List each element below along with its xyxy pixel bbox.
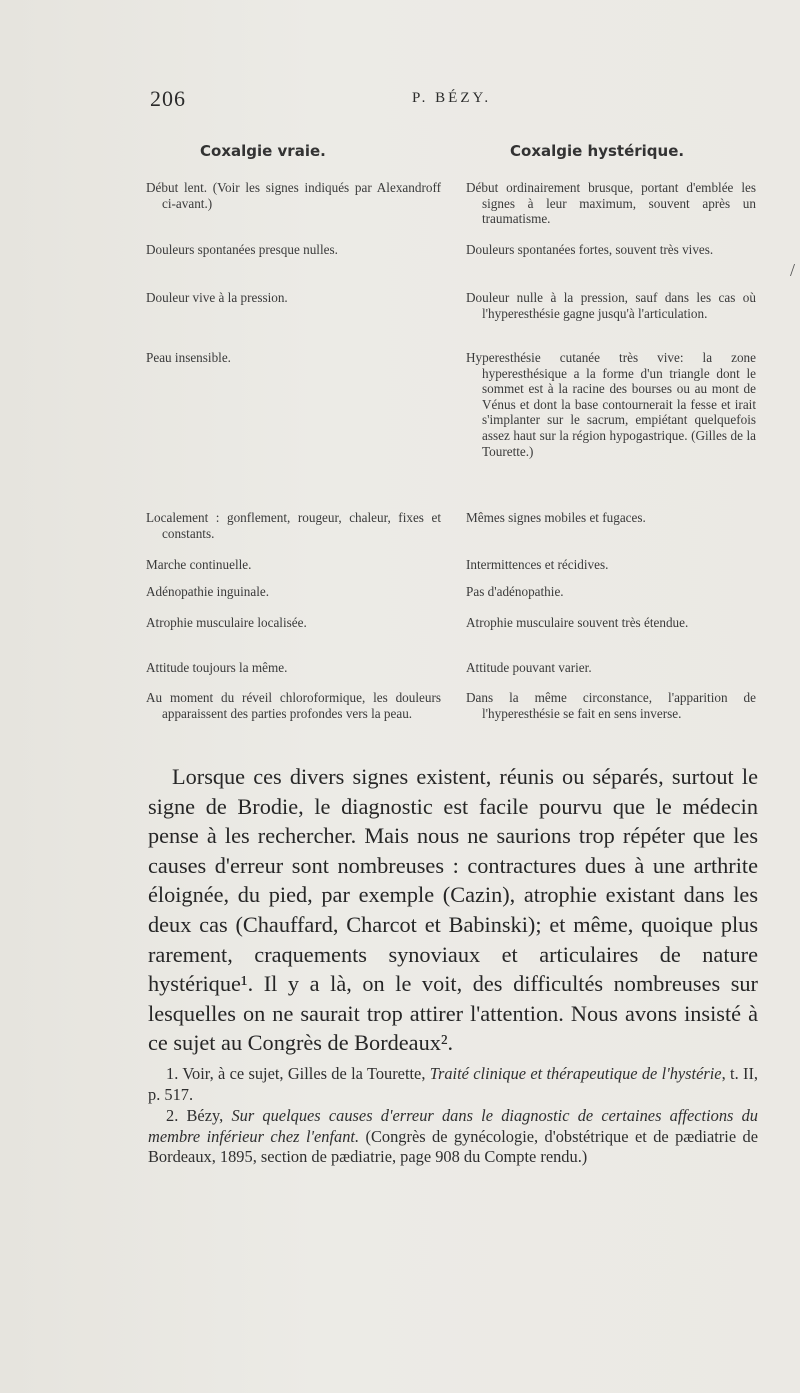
left-cell: Au moment du réveil chloroformique, les douleurs apparaissent des parties profondes vers la peau. bbox=[146, 690, 441, 721]
right-cell: Pas d'adénopathie. bbox=[466, 584, 564, 599]
left-cell: Peau insensible. bbox=[146, 350, 231, 365]
page-header bbox=[150, 86, 760, 110]
left-cell: Début lent. (Voir les signes indiqués par Alexandroff ci-avant.) bbox=[146, 180, 441, 211]
footnote-text: 1. Voir, à ce sujet, Gilles de la Tourette, bbox=[166, 1064, 430, 1083]
right-cell: Mêmes signes mobiles et fugaces. bbox=[466, 510, 646, 525]
right-cell: Dans la même circonstance, l'apparition de l'hyperesthésie se fait en sens inverse. bbox=[466, 690, 756, 721]
left-cell: Localement : gonflement, rougeur, chaleur, fixes et constants. bbox=[146, 510, 441, 541]
right-cell: Intermittences et récidives. bbox=[466, 557, 609, 572]
footnote-1 bbox=[148, 1064, 758, 1105]
footnote-2 bbox=[148, 1106, 758, 1168]
left-cell: Adénopathie inguinale. bbox=[146, 584, 270, 599]
left-cell: Atrophie musculaire localisée. bbox=[146, 615, 307, 630]
footnote-text: , t. II, p. 517. bbox=[148, 1064, 758, 1104]
margin-mark: / bbox=[790, 260, 796, 280]
footnote-text: 2. Bézy, bbox=[166, 1106, 232, 1126]
footnote-text: (Congrès de gynécologie, d'obstétrique et de pædiatrie de Bordeaux, 1895, section de pædiatrie, page 908 du Compte rendu.) bbox=[148, 1126, 758, 1167]
left-cell: Douleurs spontanées presque nulles. bbox=[146, 242, 338, 257]
right-cell: Douleurs spontanées fortes, souvent très vives. bbox=[466, 242, 714, 257]
left-cell: Attitude toujours la même. bbox=[146, 660, 288, 675]
left-cell: Marche continuelle. bbox=[146, 557, 252, 572]
right-cell: Attitude pouvant varier. bbox=[466, 660, 592, 675]
right-cell: Hyperesthésie cutanée très vive: la zone hyperesthésique a la forme d'un triangle dont le sommet est à la racine des bourses ou au mont de Vénus et dont la base contournerait la fesse et irait s'implanter sur le sacrum, empiétant quelquefois assez haut sur la région hypogastrique. (Gilles de la Tourette.) bbox=[466, 350, 756, 459]
footnote-title: Traité clinique et thérapeutique de l'hystérie bbox=[429, 1064, 722, 1083]
right-cell: Douleur nulle à la pression, sauf dans les cas où l'hyperesthésie gagne jusqu'à l'articulation. bbox=[466, 290, 756, 321]
page-number: 206 bbox=[150, 86, 186, 111]
footnote-title: Sur quelques causes d'erreur dans le diagnostic de certaines affections du membre inférieur chez l'enfant. bbox=[148, 1106, 759, 1146]
left-column-heading: Coxalgie vraie. bbox=[200, 142, 326, 160]
left-cell: Douleur vive à la pression. bbox=[146, 290, 288, 305]
running-head: P. BÉZY. bbox=[412, 90, 492, 106]
right-cell: Début ordinairement brusque, portant d'emblée les signes à leur maximum, souvent après un traumatisme. bbox=[466, 180, 756, 227]
body-paragraph: Lorsque ces divers signes existent, réunis ou séparés, surtout le signe de Brodie, le diagnostic est facile pourvu que le médecin pense à les rechercher. Mais nous ne saurions trop répéter que les causes d'erreur sont nombreuses : contractures dues à une arthrite éloignée, du pied, par exemple (Cazin), atrophie existant dans les deux cas (Chauffard, Charcot et Babinski); et même, quoique plus rarement, craquements synoviaux et articulaires de nature hystérique¹. Il y a là, on le voit, des difficultés nombreuses sur lesquelles on ne saurait trop attirer l'attention. Nous avons insisté à ce sujet au Congrès de Bordeaux². bbox=[148, 764, 758, 1056]
right-column-heading: Coxalgie hystérique. bbox=[510, 142, 685, 160]
footnotes bbox=[148, 1064, 758, 1169]
right-cell: Atrophie musculaire souvent très étendue. bbox=[466, 615, 689, 630]
